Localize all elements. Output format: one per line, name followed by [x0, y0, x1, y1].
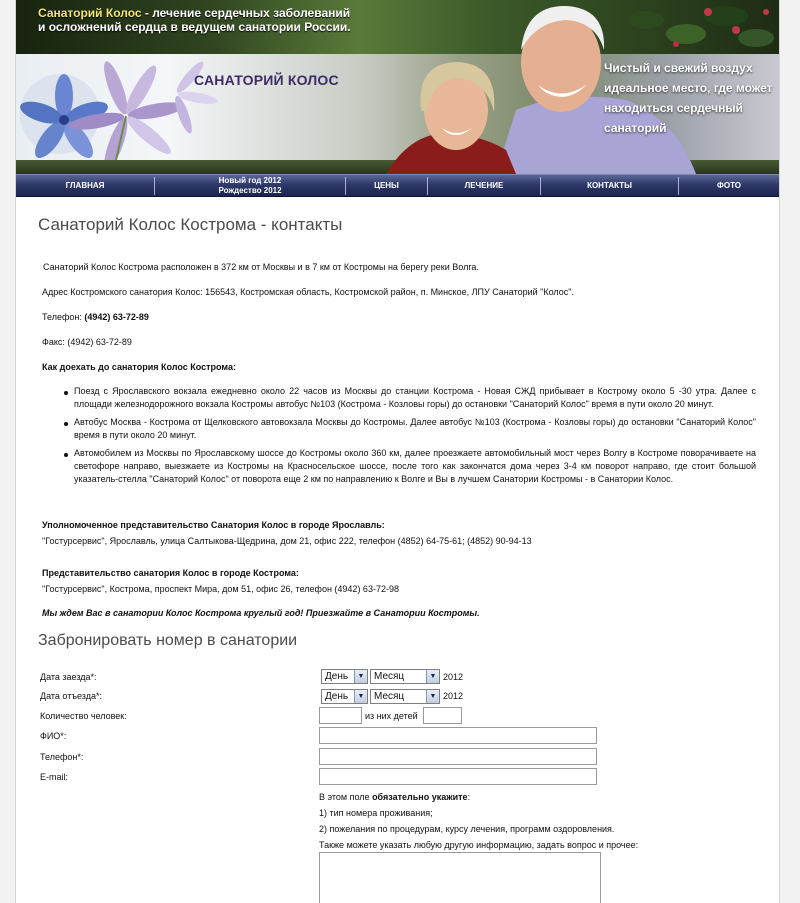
departure-year: 2012 — [443, 691, 464, 701]
fax-text: Факс: (4942) 63-72-89 — [42, 337, 132, 347]
comment-hint-line-3: 2) пожелания по процедурам, курсу лечения, программ оздоровления. — [319, 824, 615, 834]
departure-month-select[interactable]: Месяц ▼ — [370, 689, 440, 704]
children-count-input[interactable] — [423, 707, 462, 724]
yaroslavl-heading: Уполномоченное представительство Санатория Колос в городе Ярославль: — [42, 520, 385, 530]
yaroslavl-text: "Гостурсервис", Ярославль, улица Салтыкова-Щедрина, дом 21, офис 222, телефон (4852) 64-75-61; (4852) 90-94-13 — [42, 536, 532, 546]
header-slogan: Чистый и свежий воздух идеальное место, где может находиться сердечный санаторий — [604, 61, 773, 135]
phone-text: Телефон: (4942) 63-72-89 — [42, 312, 149, 322]
bullet — [64, 453, 68, 457]
arrival-year: 2012 — [443, 672, 464, 682]
kostroma-text: "Гостурсервис", Кострома, проспект Мира, дом 51, офис 26, телефон (4942) 63-72-98 — [42, 584, 399, 594]
tagline-text: - лечение сердечных заболеваний и осложнений сердца в ведущем санатории России. — [38, 6, 351, 34]
bullet — [64, 391, 68, 395]
people-count-input[interactable] — [319, 707, 362, 724]
chevron-down-icon: ▼ — [426, 670, 439, 683]
email-input[interactable] — [319, 768, 597, 785]
page — [16, 0, 779, 903]
route-item-bus: Автобус Москва - Кострома от Щелковского автовокзала Москвы до Костромы. Далее автобус №103 (Кострома - Козловы горы) до остановки "Санаторий Колос" время в пути около 20 минут. — [74, 417, 756, 440]
phone-input[interactable] — [319, 748, 597, 765]
arrival-label: Дата заезда*: — [40, 672, 97, 682]
comment-textarea[interactable] — [319, 852, 601, 903]
header-tagline — [38, 6, 358, 34]
comment-hint-line-4: Также можете указать любую другую информацию, задать вопрос и прочее: — [319, 840, 639, 850]
route-item-car: Автомобилем из Москвы по Ярославскому шоссе до Костромы около 360 км, далее проезжаете автомобильный мост через Волгу в Костроме поворачиваете на светофоре направо, выезжаете из Костромы на Красносельское шоссе, после того как закончатся дома через 3-4 км поворот направо, где стоит большой указатель-стелла "Санаторий Колос" от поворота еще 2 км по направлению к Волге и Вы в лучшем Санатории Костромы - в Санатории Колос. — [74, 448, 756, 484]
nav-item-treatment[interactable]: ЛЕЧЕНИЕ — [464, 181, 504, 190]
address-text: Адрес Костромского санатория Колос: 156543, Костромская область, Костромской район, п. Минское, ЛПУ Санаторий "Колос". — [42, 287, 574, 297]
chevron-down-icon: ▼ — [354, 690, 367, 703]
fio-input[interactable] — [319, 727, 597, 744]
nav-item-new-year[interactable]: Новый год 2012 Рождество 2012 — [218, 176, 282, 195]
nav-item-photo[interactable]: ФОТО — [717, 181, 741, 190]
tagline-brand: Санаторий Колос — [38, 6, 142, 20]
route-heading: Как доехать до санатория Колос Кострома: — [42, 362, 236, 372]
bullet — [64, 422, 68, 426]
arrival-month-select[interactable]: Месяц ▼ — [370, 669, 440, 684]
chevron-down-icon: ▼ — [354, 670, 367, 683]
nav-item-home[interactable]: ГЛАВНАЯ — [65, 181, 105, 190]
nav-item-prices[interactable]: ЦЕНЫ — [374, 181, 399, 190]
children-label: из них детей — [365, 711, 418, 721]
header-banner — [16, 0, 779, 174]
nav-item-contacts[interactable]: КОНТАКТЫ — [587, 181, 632, 190]
departure-label: Дата отъезда*: — [40, 691, 102, 701]
comment-hint-line-1: В этом поле обязательно укажите: — [319, 792, 471, 802]
departure-day-select[interactable]: День ▼ — [321, 689, 368, 704]
intro-text: Санаторий Колос Кострома расположен в 372 км от Москвы и в 7 км от Костромы на берегу реки Волга. — [43, 262, 479, 272]
site-name: САНАТОРИЙ КОЛОС — [194, 72, 339, 88]
booking-title: Забронировать номер в санатории — [38, 632, 298, 649]
fio-label: ФИО*: — [40, 731, 67, 741]
route-item-train: Поезд с Ярославского вокзала ежедневно около 22 часов из Москвы до станции Кострома - Новая СЖД прибывает в Кострому около 5 -30 утра. Далее с площади железнодорожного вокзала Костромы автобус №103 (Кострома - Козловы горы) до остановки "Санаторий Колос" время в пути около 20 минут. — [74, 386, 756, 409]
people-label: Количество человек: — [40, 711, 127, 721]
kostroma-heading: Представительство санатория Колос в городе Кострома: — [42, 568, 299, 578]
chevron-down-icon: ▼ — [426, 690, 439, 703]
email-label: E-mail: — [40, 772, 69, 782]
page-title: Санаторий Колос Кострома - контакты — [38, 215, 343, 234]
phone-label: Телефон*: — [40, 752, 84, 762]
phone-number: (4942) 63-72-89 — [84, 312, 149, 322]
main-navigation — [16, 174, 779, 197]
flower-image — [16, 54, 246, 160]
arrival-day-select[interactable]: День ▼ — [321, 669, 368, 684]
comment-hint-line-2: 1) тип номера проживания; — [319, 808, 433, 818]
closing-text: Мы ждем Вас в санатории Колос Кострома круглый год! Приезжайте в Санатории Костромы. — [42, 608, 480, 618]
